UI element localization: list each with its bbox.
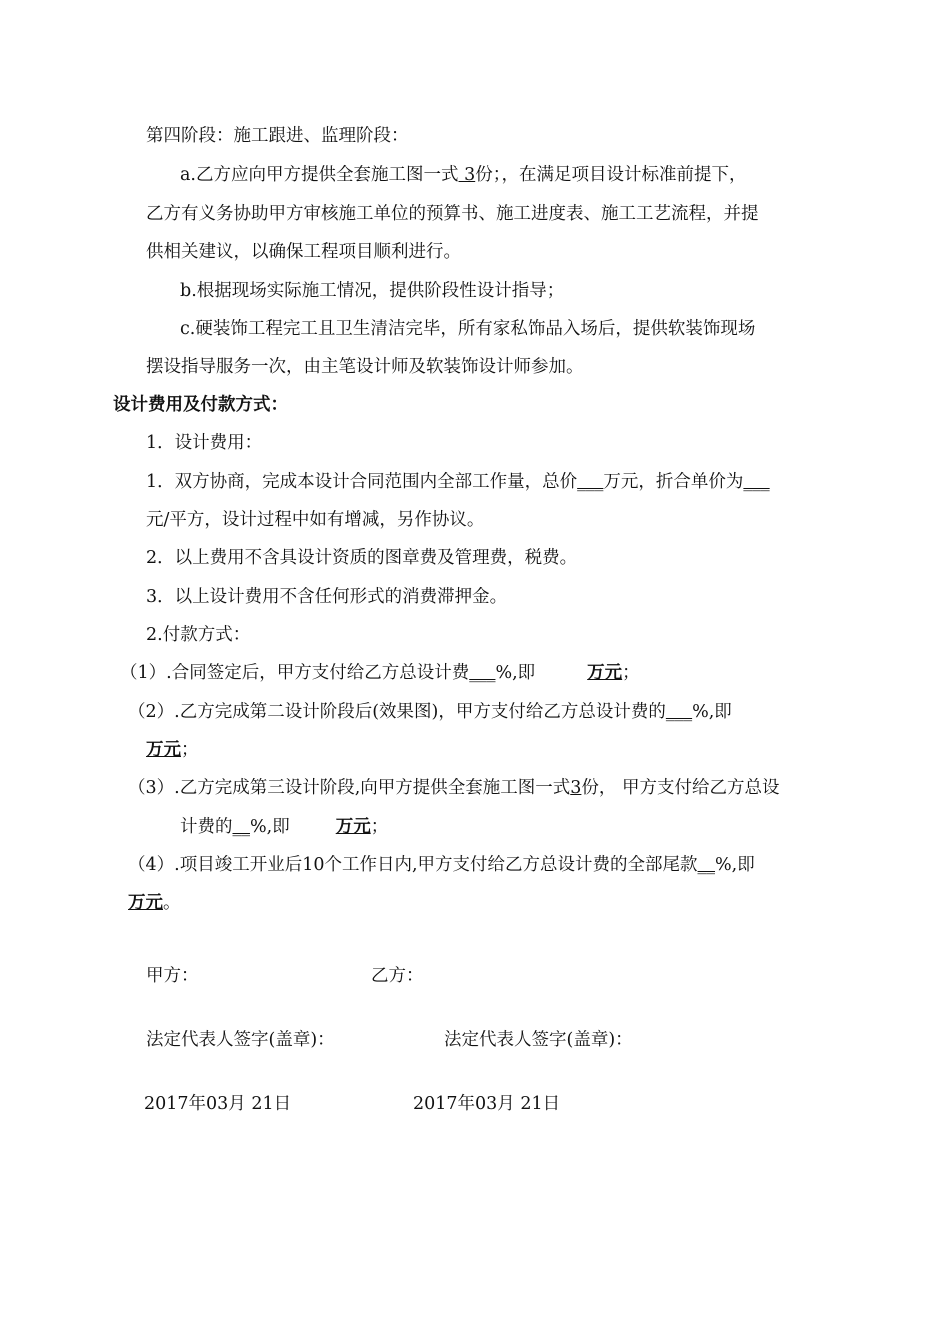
text: 1．双方协商，完成本设计合同范围内全部工作量，总价	[146, 472, 578, 492]
copies-value: 3	[458, 165, 476, 185]
party-a-label: 甲方：	[146, 966, 199, 986]
text: %,即	[692, 702, 732, 722]
copies-value: 3	[570, 778, 582, 798]
text: ；	[181, 740, 199, 760]
text: %,即	[495, 663, 536, 683]
fees-item1-line2: 元/平方，设计过程中如有增减，另作协议。	[146, 510, 485, 530]
payment-3	[128, 776, 779, 800]
party-a-date: 2017年03月 21日	[144, 1094, 292, 1114]
fees-sub1: 1．设计费用：	[146, 433, 263, 453]
text: a.乙方应向甲方提供全套施工图一式	[180, 165, 459, 185]
amount-unit: 万元	[128, 893, 163, 913]
text: （3）.乙方完成第三设计阶段,向甲方提供全套施工图一式	[128, 778, 571, 798]
blank: ___	[665, 702, 693, 722]
blank: ___	[743, 472, 770, 492]
amount-unit: 万元	[146, 740, 181, 760]
stage4-a-line3: 供相关建议，以确保工程项目顺利进行。	[146, 242, 461, 262]
text: ；	[370, 817, 389, 837]
text: 万元，折合单价为	[603, 472, 744, 492]
text: 。	[163, 893, 181, 913]
text: 份；，在满足项目设计标准前提下，	[475, 165, 747, 185]
payment-2	[128, 700, 732, 724]
payment-4-cont	[128, 891, 181, 915]
stage4-c-line2: 摆设指导服务一次，由主笔设计师及软装饰设计师参加。	[146, 357, 584, 377]
text: （4）.项目竣工开业后10个工作日内,甲方支付给乙方总设计费的全部尾款	[128, 855, 698, 875]
amount-unit: 万元	[335, 817, 371, 837]
stage4-heading: 第四阶段：施工跟进、监理阶段：	[146, 126, 409, 146]
blank: __	[232, 817, 250, 837]
stage4-b-line: b.根据现场实际施工情况，提供阶段性设计指导；	[180, 281, 565, 301]
stage4-c-line1: c.硬装饰工程完工且卫生清洁完毕，所有家私饰品入场后，提供软装饰现场	[180, 319, 756, 339]
text: ；	[622, 663, 640, 683]
blank: ___	[469, 663, 496, 683]
text: %,即	[250, 817, 290, 837]
fees-sub2: 2.付款方式：	[146, 625, 251, 645]
stage4-a-line1	[180, 163, 746, 187]
amount-unit: 万元	[587, 663, 623, 683]
fees-item3: 3．以上设计费用不含任何形式的消费滞押金。	[146, 587, 508, 607]
text: （1）.合同签定后，甲方支付给乙方总设计费	[120, 663, 470, 683]
blank: __	[697, 855, 716, 875]
party-b-date: 2017年03月 21日	[413, 1094, 561, 1114]
fees-item2: 2．以上费用不含具设计资质的图章费及管理费，税费。	[146, 548, 578, 568]
text: （2）.乙方完成第二设计阶段后(效果图)，甲方支付给乙方总设计费的	[128, 702, 666, 722]
party-b-rep-signature: 法定代表人签字(盖章)：	[444, 1030, 633, 1050]
payment-3-cont	[180, 815, 388, 839]
payment-2-cont	[146, 738, 199, 762]
text: 计费的	[180, 817, 233, 837]
party-a-rep-signature: 法定代表人签字(盖章)：	[146, 1030, 335, 1050]
text: 份， 甲方支付给乙方总设	[581, 778, 780, 798]
stage4-a-line2: 乙方有义务协助甲方审核施工单位的预算书、施工进度表、施工工艺流程，并提	[146, 204, 759, 224]
fees-heading: 设计费用及付款方式：	[113, 395, 288, 415]
blank: ___	[577, 472, 604, 492]
text: %,即	[715, 855, 755, 875]
payment-4	[128, 853, 755, 877]
party-b-label: 乙方：	[371, 966, 424, 986]
payment-1	[120, 661, 640, 685]
fees-item1-line1	[146, 470, 770, 494]
